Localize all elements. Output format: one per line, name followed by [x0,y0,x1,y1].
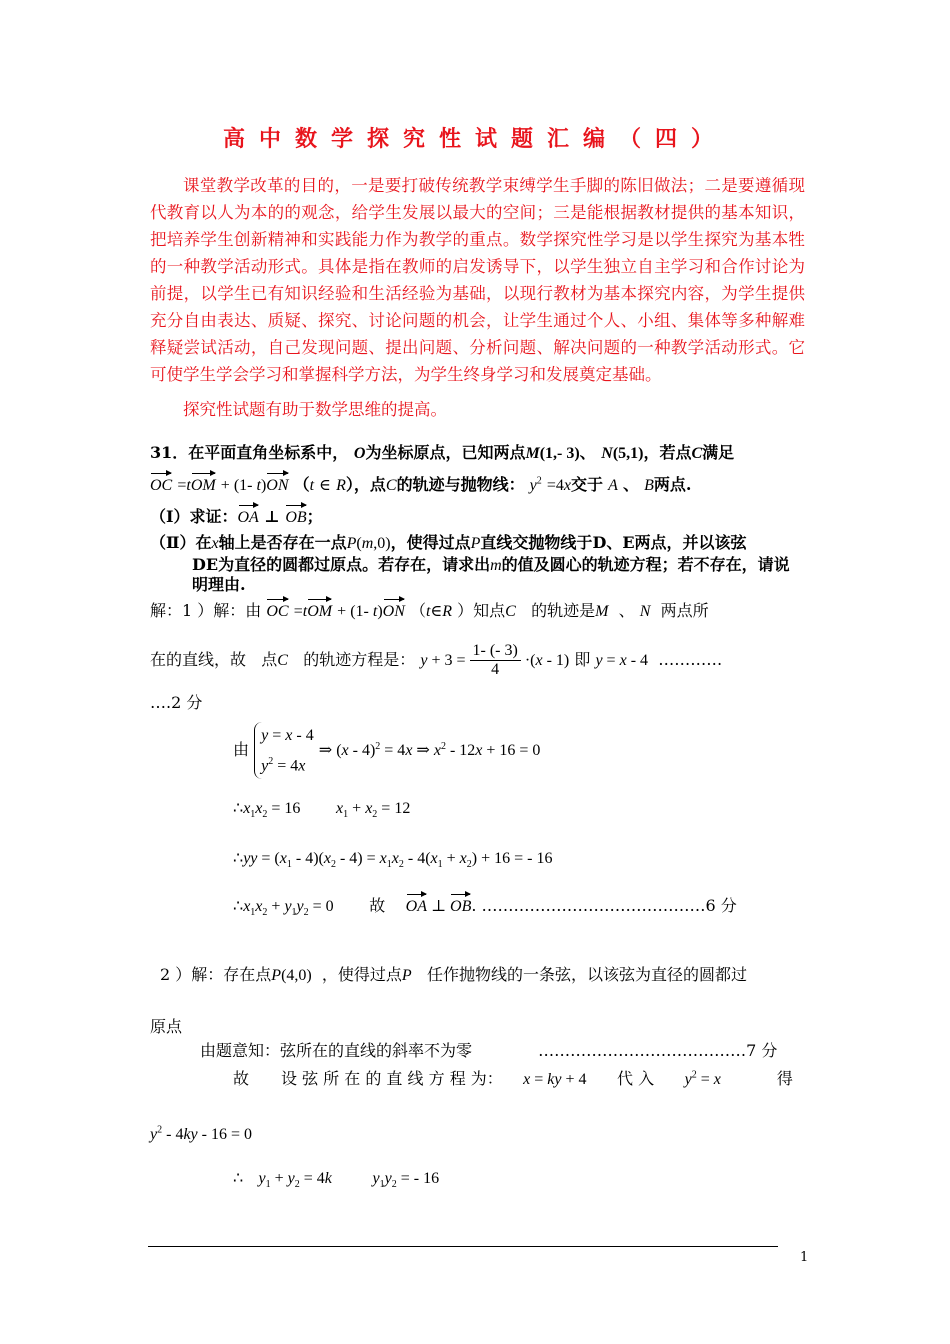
part-2-line-4: 故 设 弦 所 在 的 直 线 方 程 为： x = ky + 4 代 入 $y^2 = x$ 得 [233,1069,793,1088]
solution-system: 由 y = x - 4 $y^2 = 4x$ ⇒ (x - 4)$^2$ = 4x ⇒ $x^2 - 12x + 16 = 0$ [233,722,540,779]
part-2-quadratic: $y^2 - 4ky - 16 = 0$ [150,1124,252,1143]
problem-line-2: OC =tOM + (1- t)ON （t ∈ R），点C的轨迹与抛物线： $y^2 =4x$交于 A 、 B两点. [150,475,692,494]
page-number: 1 [800,1250,809,1265]
part-2-vieta: ∴ $y_1 + y_2 = 4k$ $y_1y_2$ = - 16 [233,1168,440,1191]
solution-perp: $\therefore x_1x_2 + y_1y_2 = 0$ 故 OA ⊥ OB. ……………………………………6 分 [233,896,737,919]
part-2-line-1: 2 ）解：存在点P(4,0) ，使得过点P 任作抛物线的一条弦，以该弦为直径的圆都过 [160,965,747,984]
footer-divider [148,1246,778,1247]
problem-part-2-end: 明理由. [192,575,246,594]
part-2-line-2: 原点 [150,1017,183,1036]
problem-part-1: （Ⅰ）求证：OA ⊥ OB； [150,507,323,526]
solution-roots: $\therefore x_1x_2 = 16$ $x_1 + x_2 = 12$ [233,798,411,821]
problem-part-2: （Ⅱ）在x轴上是否存在一点P(m,0)，使得过点P直线交抛物线于D、E两点，并以该弦 [150,533,747,552]
problem-part-2-cont: DE为直径的圆都过原点。若存在，请求出m的值及圆心的轨迹方程；若不存在，请说 [192,555,790,574]
intro-paragraph: 课堂教学改革的目的，一是要打破传统教学束缚学生手脚的陈旧做法；二是要遵循现代教育以人为本的的观念，给学生发展以最大的空间；三是能根据教材提供的基本知识，把培养学生创新精神和实践能力作为教学的重点。数学探究性学习是以学生探究为基本牲的一种教学活动形式。具体是指在教师的启发诱导下，以学生独立自主学习和合作讨论为前提，以学生已有知识经验和生活经验为基础，以现行教材为基本探究内容，为学生提供充分自由表达、质疑、探究、讨论问题的机会，让学生通过个人、小组、集体等多种解难释疑尝试活动，自己发现问题、提出问题、分析问题、解决问题的一种教学活动形式。它可使学生学会学习和掌握科学方法，为学生终身学习和发展奠定基础。 [150,176,805,384]
page-title: 高中数学探究性试题汇编（四） [222,126,727,152]
intro-note: 探究性试题有助于数学思维的提高。 [183,400,447,419]
solution-score-2: ….2 分 [150,693,203,712]
part-2-line-3: 由题意知：弦所在的直线的斜率不为零 …………………………………7 分 [200,1041,778,1060]
solution-line-2: 在的直线，故 点C 的轨迹方程是： y + 3 = $\frac{1- (- 3)}{4}$ ·(x - 1) 即 y = x - 4 ………… [150,642,723,678]
problem-line-1: 31．在平面直角坐标系中， O为坐标原点，已知两点M(1,- 3)、 N(5,1)，若点C满足 [150,443,735,462]
solution-line-1: 解：1 ）解：由 OC =tOM + (1- t)ON （t∈R ）知点C 的轨迹是M 、 N 两点所 [150,601,709,620]
solution-yy: ∴yy = $(x_1 - 4)(x_2 - 4) = x_1x_2 - 4(x_1 + x_2) + 16$ = - 16 [233,848,553,871]
